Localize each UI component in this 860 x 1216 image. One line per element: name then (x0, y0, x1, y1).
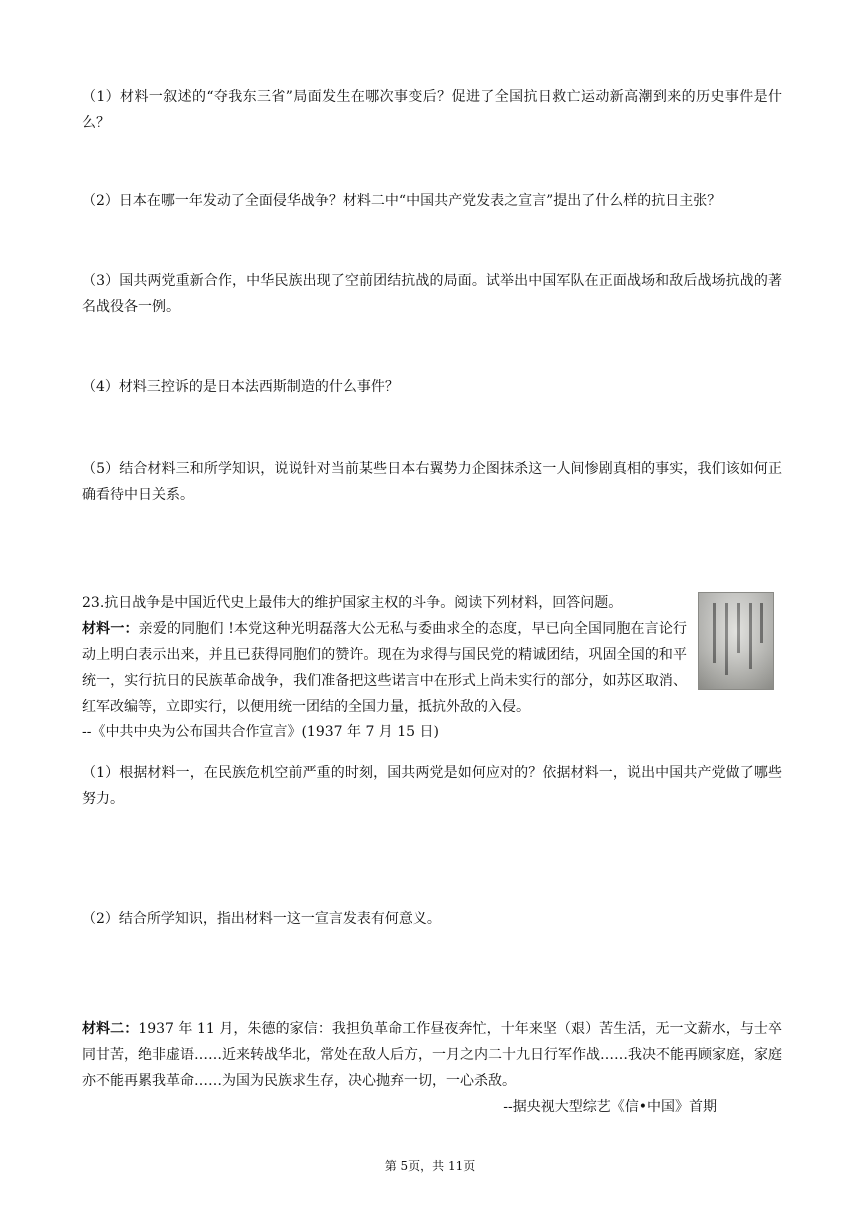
question-23-1: （1）根据材料一，在民族危机空前严重的时刻，国共两党是如何应对的？依据材料一，说出中国共产党做了哪些努力。 (82, 765, 782, 807)
question-5: （5）结合材料三和所学知识，说说针对当前某些日本右翼势力企图抹杀这一人间惨剧真相的事实，我们该如何正确看待中日关系。 (82, 461, 782, 503)
material-1-paragraph (82, 616, 687, 720)
question-4: （4）材料三控诉的是日本法西斯制造的什么事件？ (82, 379, 399, 395)
question-3: （3）国共两党重新合作，中华民族出现了空前团结抗战的局面。试举出中国军队在正面战场和敌后战场抗战的著名战役各一例。 (82, 273, 782, 315)
question-23-2: （2）结合所学知识，指出材料一这一宣言发表有何意义。 (82, 911, 441, 927)
material-2-source: --据央视大型综艺《信•中国》首期 (503, 1099, 717, 1115)
material-1-text: 亲爱的同胞们 !本党这种光明磊落大公无私与委曲求全的态度，早已向全国同胞在言论行动上明白表示出来，并且已获得同胞们的赞许。现在为求得与国民党的精诚团结，巩固全国的和平统一，实行抗日的民族革命战争，我们准备把这些诺言中在形式上尚未实行的部分，如苏区取消、红军改编等，立即实行，以便用统一团结的全国力量，抵抗外敌的入侵。 (82, 621, 688, 715)
material-2-text: 1937 年 11 月，朱德的家信：我担负革命工作昼夜奔忙，十年来坚（艰）苦生活，无一文薪水，与士卒同甘苦，绝非虚语……近来转战华北，常处在敌人后方，一月之内二十九日行军作战……我决不能再顾家庭，家庭亦不能再累我革命……为国为民族求生存，决心抛弃一切，一心杀敌。 (82, 1021, 783, 1089)
historical-document-photo (698, 592, 774, 690)
page-number-footer: 第 5页，共 11页 (384, 1159, 476, 1173)
material-2-paragraph (82, 1016, 782, 1094)
question-23-intro: 23.抗日战争是中国近代史上最伟大的维护国家主权的斗争。阅读下列材料，回答问题。 (82, 595, 623, 611)
material-1-source: --《中共中央为公布国共合作宣言》(1937 年 7 月 15 日) (82, 724, 439, 740)
material-1-label: 材料一： (82, 621, 139, 637)
question-1: （1）材料一叙述的“夺我东三省”局面发生在哪次事变后？促进了全国抗日救亡运动新高潮到来的历史事件是什么？ (82, 89, 782, 131)
material-2-label: 材料二： (82, 1021, 139, 1037)
question-2: （2）日本在哪一年发动了全面侵华战争？材料二中“中国共产党发表之宣言”提出了什么样的抗日主张？ (82, 193, 722, 209)
